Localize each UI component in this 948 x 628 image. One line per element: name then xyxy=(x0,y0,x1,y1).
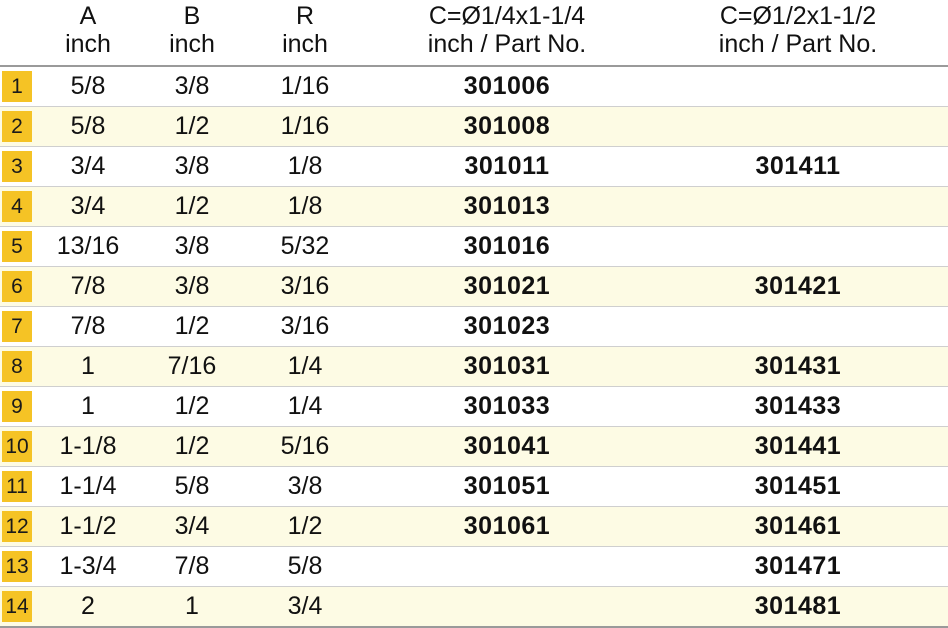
cell-dimension-a: 2 xyxy=(36,587,140,628)
column-header-shank-half xyxy=(648,0,948,66)
row-number-cell xyxy=(0,66,36,107)
cell-radius: 3/16 xyxy=(244,307,366,347)
cell-part-no-quarter-shank: 301031 xyxy=(366,347,648,387)
table-row xyxy=(0,267,948,307)
cell-radius: 5/16 xyxy=(244,427,366,467)
cell-part-no-quarter-shank: 301008 xyxy=(366,107,648,147)
row-number-cell xyxy=(0,107,36,147)
cell-part-no-quarter-shank: 301061 xyxy=(366,507,648,547)
row-number-cell xyxy=(0,267,36,307)
row-number-cell xyxy=(0,187,36,227)
row-number-badge: 3 xyxy=(2,151,32,182)
table-body xyxy=(0,66,948,627)
cell-dimension-b: 3/8 xyxy=(140,267,244,307)
column-header-r-unit: inch xyxy=(282,30,328,58)
cell-dimension-a: 5/8 xyxy=(36,107,140,147)
table-row xyxy=(0,427,948,467)
table-row xyxy=(0,66,948,107)
column-header-shank-quarter-unit: inch / Part No. xyxy=(427,30,587,58)
cell-radius: 1/4 xyxy=(244,387,366,427)
row-number-badge: 10 xyxy=(2,431,32,462)
cell-radius: 3/8 xyxy=(244,467,366,507)
table-row xyxy=(0,187,948,227)
cell-part-no-half-shank xyxy=(648,307,948,347)
cell-part-no-half-shank: 301471 xyxy=(648,547,948,587)
cell-radius: 5/32 xyxy=(244,227,366,267)
cell-part-no-half-shank: 301421 xyxy=(648,267,948,307)
table-row xyxy=(0,387,948,427)
column-header-b-title: B xyxy=(183,2,201,30)
cell-dimension-b: 1/2 xyxy=(140,387,244,427)
cell-part-no-half-shank: 301461 xyxy=(648,507,948,547)
table-row xyxy=(0,227,948,267)
column-header-r xyxy=(244,0,366,66)
column-header-a-unit: inch xyxy=(65,30,111,58)
cell-part-no-quarter-shank: 301041 xyxy=(366,427,648,467)
row-number-cell xyxy=(0,547,36,587)
cell-part-no-quarter-shank: 301033 xyxy=(366,387,648,427)
column-header-shank-quarter xyxy=(366,0,648,66)
cell-radius: 1/16 xyxy=(244,66,366,107)
cell-dimension-a: 13/16 xyxy=(36,227,140,267)
cell-dimension-b: 1/2 xyxy=(140,187,244,227)
row-number-cell xyxy=(0,587,36,628)
cell-radius: 1/4 xyxy=(244,347,366,387)
row-number-cell xyxy=(0,347,36,387)
table-header xyxy=(0,0,948,66)
cell-part-no-quarter-shank: 301051 xyxy=(366,467,648,507)
row-number-badge: 1 xyxy=(2,71,32,102)
cell-part-no-half-shank xyxy=(648,107,948,147)
cell-part-no-quarter-shank xyxy=(366,547,648,587)
cell-dimension-a: 1-3/4 xyxy=(36,547,140,587)
row-number-cell xyxy=(0,467,36,507)
cell-dimension-b: 3/8 xyxy=(140,227,244,267)
cell-dimension-b: 3/4 xyxy=(140,507,244,547)
column-header-a-title: A xyxy=(79,2,97,30)
column-header-shank-quarter-title: C=Ø1/4x1-1/4 xyxy=(428,2,586,30)
cell-dimension-b: 7/8 xyxy=(140,547,244,587)
cell-radius: 5/8 xyxy=(244,547,366,587)
row-number-badge: 4 xyxy=(2,191,32,222)
row-number-badge: 9 xyxy=(2,391,32,422)
row-number-badge: 6 xyxy=(2,271,32,302)
row-number-badge: 13 xyxy=(2,551,32,582)
cell-part-no-half-shank: 301411 xyxy=(648,147,948,187)
cell-dimension-a: 1-1/8 xyxy=(36,427,140,467)
cell-dimension-a: 1-1/4 xyxy=(36,467,140,507)
cell-dimension-a: 1 xyxy=(36,347,140,387)
table-row xyxy=(0,547,948,587)
header-row xyxy=(0,0,948,66)
cell-dimension-b: 3/8 xyxy=(140,66,244,107)
cell-part-no-half-shank xyxy=(648,187,948,227)
row-number-badge: 12 xyxy=(2,511,32,542)
table-row xyxy=(0,347,948,387)
cell-part-no-quarter-shank: 301006 xyxy=(366,66,648,107)
table-row xyxy=(0,107,948,147)
row-number-badge: 7 xyxy=(2,311,32,342)
cell-radius: 1/2 xyxy=(244,507,366,547)
cell-dimension-b: 5/8 xyxy=(140,467,244,507)
row-number-cell xyxy=(0,427,36,467)
column-header-r-title: R xyxy=(295,2,315,30)
cell-part-no-half-shank: 301441 xyxy=(648,427,948,467)
cell-radius: 1/16 xyxy=(244,107,366,147)
table-row xyxy=(0,467,948,507)
cell-dimension-a: 7/8 xyxy=(36,307,140,347)
cell-dimension-a: 3/4 xyxy=(36,187,140,227)
cell-dimension-b: 1 xyxy=(140,587,244,628)
table-row xyxy=(0,147,948,187)
cell-part-no-half-shank: 301481 xyxy=(648,587,948,628)
column-header-b-unit: inch xyxy=(169,30,215,58)
row-number-badge: 11 xyxy=(2,471,32,502)
cell-dimension-b: 7/16 xyxy=(140,347,244,387)
cell-radius: 1/8 xyxy=(244,147,366,187)
cell-part-no-quarter-shank: 301011 xyxy=(366,147,648,187)
cell-dimension-b: 1/2 xyxy=(140,427,244,467)
cell-part-no-quarter-shank: 301013 xyxy=(366,187,648,227)
column-header-a xyxy=(36,0,140,66)
column-header-b xyxy=(140,0,244,66)
cell-dimension-a: 5/8 xyxy=(36,66,140,107)
cell-part-no-quarter-shank xyxy=(366,587,648,628)
column-header-number xyxy=(0,0,36,66)
table-row xyxy=(0,307,948,347)
cell-part-no-quarter-shank: 301016 xyxy=(366,227,648,267)
row-number-badge: 2 xyxy=(2,111,32,142)
row-number-cell xyxy=(0,307,36,347)
table-row xyxy=(0,587,948,628)
cell-radius: 1/8 xyxy=(244,187,366,227)
cell-part-no-quarter-shank: 301021 xyxy=(366,267,648,307)
row-number-cell xyxy=(0,147,36,187)
cell-dimension-b: 1/2 xyxy=(140,307,244,347)
cell-dimension-a: 1-1/2 xyxy=(36,507,140,547)
cell-radius: 3/4 xyxy=(244,587,366,628)
cell-dimension-a: 3/4 xyxy=(36,147,140,187)
row-number-cell xyxy=(0,387,36,427)
cell-part-no-half-shank: 301433 xyxy=(648,387,948,427)
row-number-badge: 8 xyxy=(2,351,32,382)
column-header-shank-half-unit: inch / Part No. xyxy=(718,30,878,58)
column-header-shank-half-title: C=Ø1/2x1-1/2 xyxy=(719,2,877,30)
cell-part-no-half-shank: 301451 xyxy=(648,467,948,507)
row-number-cell xyxy=(0,507,36,547)
row-number-badge: 5 xyxy=(2,231,32,262)
cell-part-no-half-shank: 301431 xyxy=(648,347,948,387)
cell-part-no-half-shank xyxy=(648,227,948,267)
table-row xyxy=(0,507,948,547)
cell-dimension-b: 1/2 xyxy=(140,107,244,147)
row-number-cell xyxy=(0,227,36,267)
cell-part-no-half-shank xyxy=(648,66,948,107)
cell-dimension-a: 1 xyxy=(36,387,140,427)
cell-dimension-a: 7/8 xyxy=(36,267,140,307)
cell-radius: 3/16 xyxy=(244,267,366,307)
cell-part-no-quarter-shank: 301023 xyxy=(366,307,648,347)
row-number-badge: 14 xyxy=(2,591,32,622)
cell-dimension-b: 3/8 xyxy=(140,147,244,187)
